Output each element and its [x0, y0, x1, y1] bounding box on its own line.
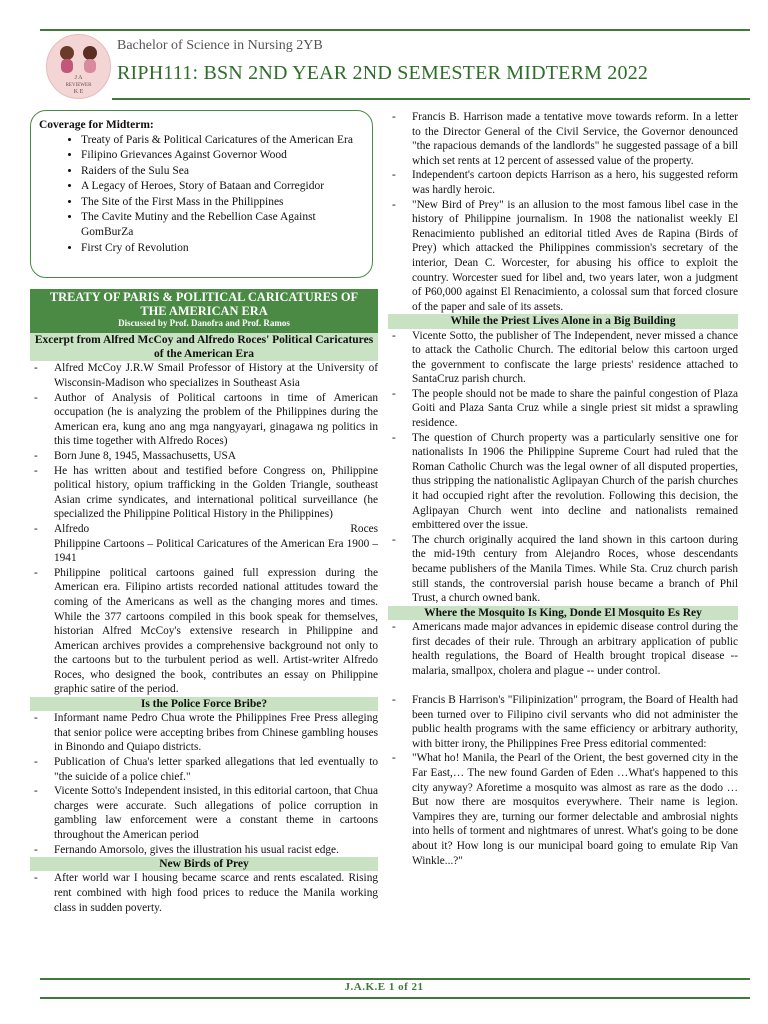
list-item: - Author of Analysis of Political cartoons in time of American occupation (he is analyzing the problem of the Philippines during the American era, kung ano ang mga nangyayari, ginagawa ng politics in this time together with Alfredo Roces)	[30, 391, 378, 449]
list-item: - Vicente Sotto, the publisher of The Independent, never missed a chance to attack the Catholic Church. The editorial below this cartoon urged the government to confiscate the large priests' residence attached to SantaCruz parish church.	[388, 329, 738, 387]
roces-book: Philippine Cartoons – Political Caricatures of the American Era 1900 – 1941	[54, 537, 378, 565]
list-item: - Philippine political cartoons gained full expression during the American era. Filipino artists recorded national attitudes toward the coming of the Americans as well as the changing mores and times. While the 377 cartoons compiled in this book speak for themselves, historian Alfred McCoy's extensive research in Philippine and American archives provides a comprehensive background not only to the cartoons but to the turbulent period as well. Artist-writer Alfredo Roces, who designed the book, contributes an essay on Philippine graphic satire of the period.	[30, 566, 378, 697]
police-heading: Is the Police Force Bribe?	[30, 697, 378, 711]
footer-rule-bottom	[40, 997, 750, 999]
priest-heading: While the Priest Lives Alone in a Big Building	[388, 314, 738, 328]
footer-rule-top	[40, 978, 750, 980]
mosquito-heading: Where the Mosquito Is King, Donde El Mosquito Es Rey	[388, 606, 738, 620]
list-item: - Fernando Amorsolo, gives the illustration his usual racist edge.	[30, 843, 378, 858]
list-item: - Vicente Sotto's Independent insisted, in this editorial cartoon, that Chua charges were accurate. Such allegations of police corruption in gambling law enforcement were a constant theme in cartoons throughout the American period	[30, 784, 378, 842]
coverage-item: • Treaty of Paris & Political Caricatures of the American Era	[81, 133, 362, 148]
left-column	[30, 289, 378, 915]
right-column	[388, 110, 738, 868]
coverage-item: • The Cavite Mutiny and the Rebellion Case Against GomBurZa	[81, 210, 362, 241]
header-rule-top	[40, 29, 750, 31]
coverage-item: • Raiders of the Sulu Sea	[81, 164, 362, 179]
coverage-item: • Filipino Grievances Against Governor Wood	[81, 148, 362, 163]
coverage-item: • A Legacy of Heroes, Story of Bataan and Corregidor	[81, 179, 362, 194]
page-footer: J.A.K.E 1 of 21	[344, 981, 424, 993]
section-discussants: Discussed by Prof. Danofra and Prof. Ramos	[118, 318, 290, 328]
list-item: - Publication of Chua's letter sparked allegations that led eventually to "the suicide of a police chief."	[30, 755, 378, 784]
coverage-item: • First Cry of Revolution	[81, 241, 362, 256]
list-item: - He has written about and testified before Congress on, Philippine political history, opium trafficking in the Golden Triangle, southeast Asian crime syndicates, and international political surveillance (he specialized the Philippine Political History in the Philippines)	[30, 464, 378, 522]
list-item: - Independent's cartoon depicts Harrison as a hero, his suggested reform was hardly heroic.	[388, 168, 738, 197]
list-item: - Informant name Pedro Chua wrote the Philippines Free Press alleging that senior police were accepting bribes from Chinese gambling houses in Binondo and Quiapo districts.	[30, 711, 378, 755]
page-title: RIPH111: BSN 2ND YEAR 2ND SEMESTER MIDTERM 2022	[117, 62, 649, 84]
roces-line	[54, 522, 378, 537]
list-item: - Francis B. Harrison made a tentative move towards reform. In a letter to the Director General of the Civil Service, the Governor denounced "the rapacious demands of the landlords" he suggested passage of a bill which set rents at 12 percent of assessed value of the property.	[388, 110, 738, 168]
list-item: - The people should not be made to share the painful congestion of Plaza Goiti and Plaza Santa Cruz while a single priest sit midst a sprawling residence.	[388, 387, 738, 431]
svg-text:K E: K E	[73, 89, 84, 95]
list-item: - Americans made major advances in epidemic disease control during the first decades of their rule. Through an arbitrary application of public health regulations, the Board of Health brought tropical disease -- malaria, smallpox, cholera and plague -- under control.	[388, 620, 738, 678]
list-item: - The church originally acquired the land shown in this cartoon during the mid-19th century from Alejandro Roces, whose descendants became publishers of the Manila Times. While Sta. Cruz church parish still stands, the controversial parish house became a branch of Phil Trust, a church owned bank.	[388, 533, 738, 606]
coverage-list	[39, 133, 362, 256]
list-item: - Born June 8, 1945, Massachusetts, USA	[30, 449, 378, 464]
spacer	[388, 678, 738, 693]
list-item: - "What ho! Manila, the Pearl of the Orient, the best governed city in the Far East,… The new found Garden of Eden …What's happened to this city anyway? Aforetime a mosquito was almost as rare as the dodo …But now there are mosquitos everywhere. Their name is legion. Vampires they are, turning our former delectable and ambrosial nights into hells of torment and nightmares of unrest. What's going to be done about it? How long is our municipal board going to emulate Rip Van Winkle...?"	[388, 751, 738, 868]
list-item: - Francis B Harrison's "Filipinization" prrogram, the Board of Health had been turned over to Filipino civil servants who did not administer the public health programs with the same efficiency or arbitrary authority, with bitter irony, the Philippines Free Press editorial commented:	[388, 693, 738, 751]
section-title-block	[30, 289, 378, 333]
roces-first: - Alfredo	[54, 522, 90, 535]
reviewer-logo	[46, 34, 111, 99]
list-item: - "New Bird of Prey" is an allusion to the most famous libel case in the history of Philippine journalism. In 1908 the nationalist weekly El Renacimiento published an editorial titled Aves de Rapina (Birds of Prey) which attacked the Philippines commission's secretary of the interior, Dean C. Worcester, for abusing his office to exploit the country. Worcester sued for libel and, two years later, won a judgment of P60,000 against El Renacimiento, a colossal sum that forced closure of the paper and sale of its assets.	[388, 198, 738, 315]
list-item: - After world war I housing became scarce and rents escalated. Rising rent combined with high food prices to reduce the Manila working class in sudden poverty.	[30, 871, 378, 915]
roces-last: Roces	[350, 522, 378, 535]
excerpt-heading: Excerpt from Alfred McCoy and Alfredo Roces' Political Caricatures of the American Era	[30, 333, 378, 361]
svg-text:J A: J A	[74, 75, 83, 81]
header-subtitle: Bachelor of Science in Nursing 2YB	[117, 38, 323, 53]
coverage-heading: Coverage for Midterm:	[39, 119, 154, 131]
list-item-roces	[30, 522, 378, 566]
coverage-box	[30, 110, 373, 278]
svg-text:REVIEWER: REVIEWER	[65, 83, 92, 88]
list-item: - The question of Church property was a particularly sensitive one for nationalists In 1906 the Philippine Supreme Court had ruled that the Roman Catholic Church was the legal owner of all disputed properties, thus stripping the nationalistic Aglipayan Church of the parish churches it had occupied right after the revolution. Following this decision, the Aglipayan Church went into decline and nationalists remained embittered over the issue.	[388, 431, 738, 533]
birds-heading: New Birds of Prey	[30, 857, 378, 871]
header-rule-bottom	[112, 98, 750, 100]
coverage-item: • The Site of the First Mass in the Philippines	[81, 195, 362, 210]
section-title: TREATY OF PARIS & POLITICAL CARICATURES OF THE AMERICAN ERA	[49, 290, 359, 318]
list-item: - Alfred McCoy J.R.W Smail Professor of History at the University of Wisconsin-Madison who specializes in Southeast Asia	[30, 361, 378, 390]
